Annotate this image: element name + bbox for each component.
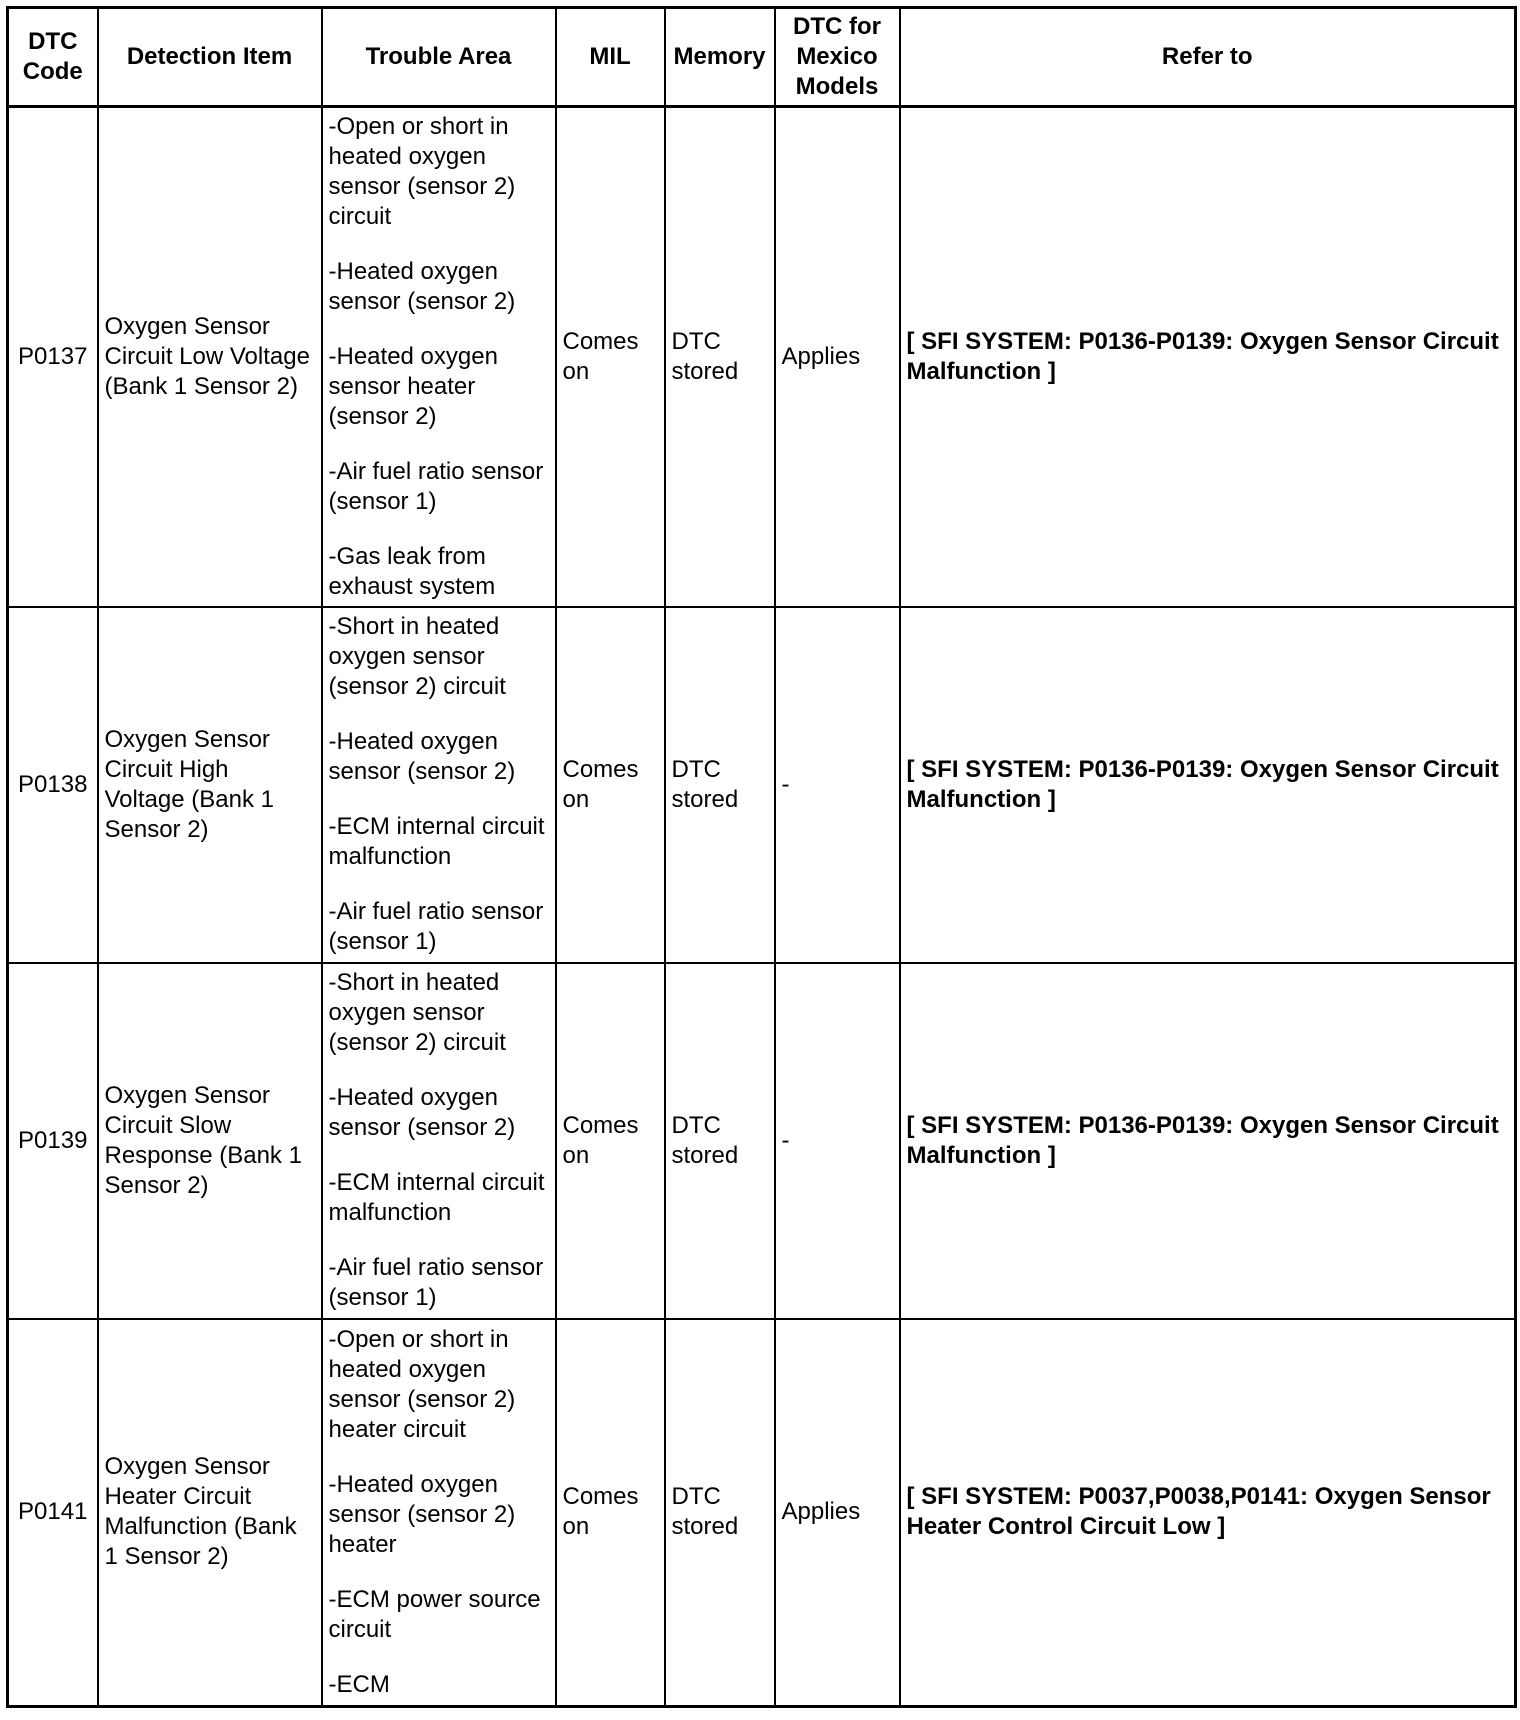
header-detection-item: Detection Item xyxy=(98,8,322,107)
memory-cell: DTC stored xyxy=(665,607,775,963)
header-refer-to: Refer to xyxy=(900,8,1516,107)
dtc-code-cell: P0137 xyxy=(8,107,98,607)
detection-item-cell: Oxygen Sensor Circuit Slow Response (Bank 1 Sensor 2) xyxy=(98,963,322,1319)
memory-cell: DTC stored xyxy=(665,963,775,1319)
trouble-item: -Open or short in heated oxygen sensor (sensor 2) heater circuit xyxy=(328,1325,516,1443)
table-row xyxy=(8,1319,1516,1707)
trouble-item: -Heated oxygen sensor heater (sensor 2) xyxy=(328,342,498,430)
trouble-item: -ECM power source circuit xyxy=(328,1585,541,1643)
trouble-item: -Open or short in heated oxygen sensor (sensor 2) circuit xyxy=(328,112,516,230)
memory-cell: DTC stored xyxy=(665,1319,775,1707)
memory-cell: DTC stored xyxy=(665,107,775,607)
refer-link[interactable]: [ SFI SYSTEM: P0037,P0038,P0141: Oxygen Sensor Heater Control Circuit Low ] xyxy=(900,1319,1516,1707)
refer-link[interactable]: [ SFI SYSTEM: P0136-P0139: Oxygen Sensor Circuit Malfunction ] xyxy=(900,963,1516,1319)
mexico-cell: Applies xyxy=(775,107,900,607)
trouble-area-cell xyxy=(322,107,556,607)
trouble-item: -ECM internal circuit malfunction xyxy=(328,1169,545,1226)
dtc-table-container xyxy=(6,6,1517,1708)
detection-item-cell: Oxygen Sensor Circuit High Voltage (Bank 1 Sensor 2) xyxy=(98,607,322,963)
dtc-code-cell: P0139 xyxy=(8,963,98,1319)
mexico-cell: - xyxy=(775,607,900,963)
trouble-item: -Air fuel ratio sensor (sensor 1) xyxy=(328,1254,544,1311)
mexico-cell: Applies xyxy=(775,1319,900,1707)
refer-link[interactable]: [ SFI SYSTEM: P0136-P0139: Oxygen Sensor Circuit Malfunction ] xyxy=(900,607,1516,963)
trouble-item: -Heated oxygen sensor (sensor 2) heater xyxy=(328,1470,516,1558)
refer-link[interactable]: [ SFI SYSTEM: P0136-P0139: Oxygen Sensor Circuit Malfunction ] xyxy=(900,107,1516,607)
mil-cell: Comes on xyxy=(556,107,665,607)
dtc-table xyxy=(6,6,1517,1708)
trouble-item: -Air fuel ratio sensor (sensor 1) xyxy=(328,898,544,955)
trouble-item: -Heated oxygen sensor (sensor 2) xyxy=(328,728,516,785)
mil-cell: Comes on xyxy=(556,1319,665,1707)
mexico-cell: - xyxy=(775,963,900,1319)
table-row xyxy=(8,607,1516,963)
header-dtc-code: DTC Code xyxy=(8,8,98,107)
dtc-code-cell: P0138 xyxy=(8,607,98,963)
trouble-area-cell xyxy=(322,1319,556,1707)
trouble-area-cell xyxy=(322,607,556,963)
trouble-item: -Heated oxygen sensor (sensor 2) xyxy=(328,1084,516,1141)
header-trouble-area: Trouble Area xyxy=(322,8,556,107)
trouble-item: -Gas leak from exhaust system xyxy=(328,542,496,600)
trouble-item: -ECM internal circuit malfunction xyxy=(328,813,545,870)
trouble-item: -Heated oxygen sensor (sensor 2) xyxy=(328,257,516,315)
mil-cell: Comes on xyxy=(556,963,665,1319)
table-row xyxy=(8,107,1516,607)
mil-cell: Comes on xyxy=(556,607,665,963)
trouble-item: -Air fuel ratio sensor (sensor 1) xyxy=(328,457,544,515)
dtc-code-cell: P0141 xyxy=(8,1319,98,1707)
header-memory: Memory xyxy=(665,8,775,107)
trouble-area-cell xyxy=(322,963,556,1319)
trouble-item: -Short in heated oxygen sensor (sensor 2) circuit xyxy=(328,613,506,700)
trouble-item: -ECM xyxy=(328,1670,390,1698)
detection-item-cell: Oxygen Sensor Heater Circuit Malfunction (Bank 1 Sensor 2) xyxy=(98,1319,322,1707)
trouble-item: -Short in heated oxygen sensor (sensor 2) circuit xyxy=(328,969,506,1056)
header-mil: MIL xyxy=(556,8,665,107)
header-dtc-mexico: DTC for Mexico Models xyxy=(775,8,900,107)
detection-item-cell: Oxygen Sensor Circuit Low Voltage (Bank 1 Sensor 2) xyxy=(98,107,322,607)
header-row xyxy=(8,8,1516,107)
table-row xyxy=(8,963,1516,1319)
